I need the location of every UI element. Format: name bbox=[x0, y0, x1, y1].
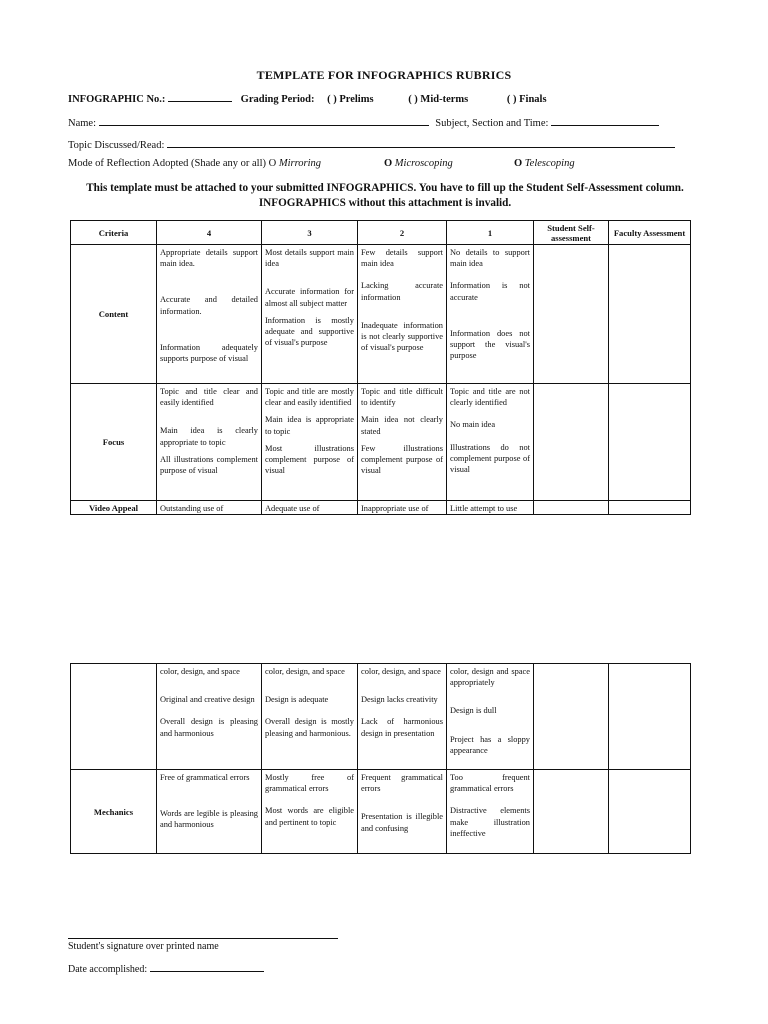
video-cont-score-4 bbox=[157, 664, 262, 770]
notice-line-2: INFOGRAPHICS without this attachment is invalid. bbox=[258, 197, 512, 209]
infographic-label: INFOGRAPHIC No.: bbox=[68, 94, 166, 105]
video-cont-score-3 bbox=[262, 664, 358, 770]
cell-text: Design is dull bbox=[450, 706, 497, 716]
video-faculty-assessment-cell[interactable] bbox=[609, 501, 691, 515]
finals-option[interactable]: ( ) Finals bbox=[506, 94, 547, 105]
header-faculty-assessment: Faculty Assessment bbox=[609, 221, 691, 245]
header-score-1: 1 bbox=[447, 221, 534, 245]
cell-text: Most illustrations complement purpose of visual bbox=[265, 443, 354, 476]
infographic-number-field[interactable] bbox=[168, 92, 232, 102]
mechanics-score-4 bbox=[157, 770, 262, 854]
cell-text: Illustrations do not complement purpose of visual bbox=[450, 442, 530, 475]
header-score-4: 4 bbox=[157, 221, 262, 245]
cell-text: Few illustrations complement purpose of visual bbox=[361, 443, 443, 476]
cell-text: Most details support main idea bbox=[265, 248, 354, 269]
cell-text: No main idea bbox=[450, 420, 496, 430]
topic-field[interactable] bbox=[167, 138, 675, 148]
focus-score-2 bbox=[358, 384, 447, 501]
cell-text: Information is mostly adequate and supportive of visual's purpose bbox=[265, 315, 354, 348]
date-row bbox=[68, 962, 264, 975]
grading-period-label: Grading Period: bbox=[240, 94, 315, 105]
content-score-3 bbox=[262, 245, 358, 384]
subject-field[interactable] bbox=[551, 116, 659, 126]
midterms-option[interactable]: ( ) Mid-terms bbox=[408, 94, 469, 105]
microscoping-option[interactable]: Microscoping bbox=[394, 158, 453, 169]
prelims-option[interactable]: ( ) Prelims bbox=[327, 94, 374, 105]
cell-text: Words are legible is pleasing and harmonious bbox=[160, 809, 258, 830]
infographic-row bbox=[68, 92, 547, 105]
telescoping-bullet[interactable]: O bbox=[514, 158, 523, 169]
cell-text: Topic and title clear and easily identified bbox=[160, 387, 258, 408]
rubric-table-lower bbox=[70, 663, 691, 854]
topic-row bbox=[68, 138, 675, 151]
cell-text: All illustrations complement purpose of visual bbox=[160, 454, 258, 476]
cell-text: Few details support main idea bbox=[361, 248, 443, 269]
mode-label: Mode of Reflection Adopted (Shade any or all) O bbox=[68, 158, 277, 169]
mirroring-option[interactable]: Mirroring bbox=[278, 158, 322, 169]
content-score-2 bbox=[358, 245, 447, 384]
cell-text: Accurate and detailed information. bbox=[160, 295, 258, 316]
video-appeal-row bbox=[71, 501, 691, 515]
cell-text: Most words are eligible and pertinent to topic bbox=[265, 806, 354, 827]
cell-text: Overall design is mostly pleasing and harmonious. bbox=[265, 717, 354, 738]
microscoping-row bbox=[384, 158, 453, 169]
focus-row bbox=[71, 384, 691, 501]
video-appeal-continued-row bbox=[71, 664, 691, 770]
cell-text: Frequent grammatical errors bbox=[361, 773, 443, 794]
cell-text: Topic and title difficult to identify bbox=[361, 387, 443, 408]
video-cont-student-assessment-cell[interactable] bbox=[534, 664, 609, 770]
video-cont-score-1 bbox=[447, 664, 534, 770]
criteria-mechanics: Mechanics bbox=[71, 770, 157, 854]
cell-text: Lack of harmonious design in presentation bbox=[361, 717, 443, 738]
mechanics-row bbox=[71, 770, 691, 854]
cell-text: Information adequately supports purpose of visual bbox=[160, 342, 258, 364]
telescoping-option[interactable]: Telescoping bbox=[524, 158, 575, 169]
content-row bbox=[71, 245, 691, 384]
attachment-notice bbox=[60, 181, 710, 211]
cell-text: Information does not support the visual's purpose bbox=[450, 328, 530, 361]
cell-text: color, design, and space bbox=[361, 667, 441, 676]
name-row bbox=[68, 116, 659, 129]
cell-text: Topic and title are not clearly identified bbox=[450, 387, 530, 408]
header-student-self-assessment: Student Self-assessment bbox=[534, 221, 609, 245]
signature-label: Student's signature over printed name bbox=[68, 941, 219, 952]
criteria-content: Content bbox=[71, 245, 157, 384]
cell-text: color, design, and space bbox=[265, 667, 345, 676]
date-field[interactable] bbox=[150, 962, 264, 972]
cell-text: Accurate information for almost all subject matter bbox=[265, 287, 354, 308]
video-cont-score-2 bbox=[358, 664, 447, 770]
cell-text: Appropriate details support main idea. bbox=[160, 248, 258, 269]
mechanics-score-1 bbox=[447, 770, 534, 854]
video-score-4: Outstanding use of bbox=[157, 501, 262, 515]
criteria-video-appeal-continued bbox=[71, 664, 157, 770]
cell-text: Project has a sloppy appearance bbox=[450, 734, 530, 755]
name-label: Name: bbox=[68, 118, 96, 129]
video-cont-faculty-assessment-cell[interactable] bbox=[609, 664, 691, 770]
cell-text: Original and creative design bbox=[160, 695, 255, 705]
date-label: Date accomplished: bbox=[68, 964, 148, 975]
signature-line[interactable] bbox=[68, 938, 338, 939]
notice-line-1: This template must be attached to your submitted INFOGRAPHICS. You have to fill up the Student Self-Assessment column. bbox=[86, 182, 684, 194]
cell-text: Free of grammatical errors bbox=[160, 773, 250, 782]
focus-student-assessment-cell[interactable] bbox=[534, 384, 609, 501]
mechanics-score-3 bbox=[262, 770, 358, 854]
header-row bbox=[71, 221, 691, 245]
header-score-2: 2 bbox=[358, 221, 447, 245]
criteria-focus: Focus bbox=[71, 384, 157, 501]
cell-text: Mostly free of grammatical errors bbox=[265, 773, 354, 794]
cell-text: Overall design is pleasing and harmonious bbox=[160, 717, 258, 738]
video-score-1: Little attempt to use bbox=[447, 501, 534, 515]
cell-text: Too frequent grammatical errors bbox=[450, 773, 530, 794]
name-field[interactable] bbox=[99, 116, 429, 126]
criteria-video-appeal: Video Appeal bbox=[71, 501, 157, 515]
header-criteria: Criteria bbox=[71, 221, 157, 245]
video-score-2: Inappropriate use of bbox=[358, 501, 447, 515]
rubric-table-upper bbox=[70, 220, 691, 515]
mode-row bbox=[68, 158, 321, 169]
focus-score-3 bbox=[262, 384, 358, 501]
cell-text: Information is not accurate bbox=[450, 281, 530, 302]
video-student-assessment-cell[interactable] bbox=[534, 501, 609, 515]
cell-text: Distractive elements make illustration ineffective bbox=[450, 806, 530, 838]
cell-text: Main idea is clearly appropriate to topic bbox=[160, 426, 258, 447]
cell-text: Presentation is illegible and confusing bbox=[361, 812, 443, 833]
subject-label: Subject, Section and Time: bbox=[435, 118, 549, 129]
focus-faculty-assessment-cell[interactable] bbox=[609, 384, 691, 501]
video-score-3: Adequate use of bbox=[262, 501, 358, 515]
cell-text: Design lacks creativity bbox=[361, 695, 438, 705]
header-score-3: 3 bbox=[262, 221, 358, 245]
cell-text: Main idea is appropriate to topic bbox=[265, 415, 354, 436]
focus-score-4 bbox=[157, 384, 262, 501]
content-score-1 bbox=[447, 245, 534, 384]
cell-text: No details to support main idea bbox=[450, 248, 530, 269]
microscoping-bullet[interactable]: O bbox=[384, 158, 393, 169]
cell-text: color, design and space appropriately bbox=[450, 667, 530, 688]
mechanics-faculty-assessment-cell[interactable] bbox=[609, 770, 691, 854]
mechanics-student-assessment-cell[interactable] bbox=[534, 770, 609, 854]
cell-text: Inadequate information is not clearly supportive of visual's purpose bbox=[361, 320, 443, 353]
cell-text: Design is adequate bbox=[265, 695, 329, 705]
cell-text: Main idea not clearly stated bbox=[361, 415, 443, 436]
focus-score-1 bbox=[447, 384, 534, 501]
cell-text: color, design, and space bbox=[160, 667, 240, 676]
content-score-4 bbox=[157, 245, 262, 384]
topic-label: Topic Discussed/Read: bbox=[68, 140, 165, 151]
telescoping-row bbox=[514, 158, 575, 169]
content-faculty-assessment-cell[interactable] bbox=[609, 245, 691, 384]
cell-text: Topic and title are mostly clear and easily identified bbox=[265, 387, 354, 408]
cell-text: Lacking accurate information bbox=[361, 281, 443, 302]
content-student-assessment-cell[interactable] bbox=[534, 245, 609, 384]
mechanics-score-2 bbox=[358, 770, 447, 854]
document-title: TEMPLATE FOR INFOGRAPHICS RUBRICS bbox=[256, 68, 512, 82]
